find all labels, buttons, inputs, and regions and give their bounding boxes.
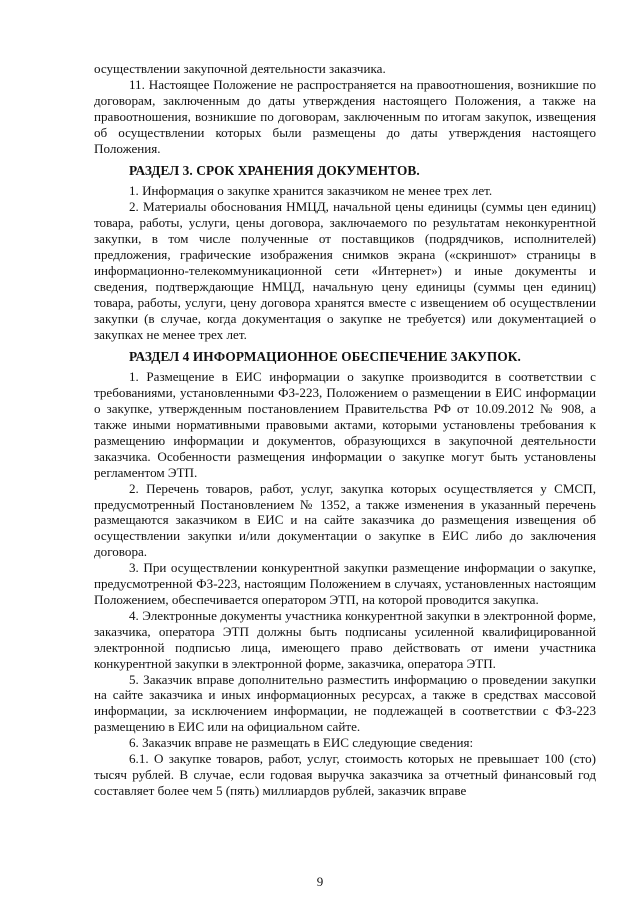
section-4-item-3: 3. При осуществлении конкурентной закупки размещение информации о закупке, предусмотренной ФЗ-223, настоящим Положением в случаях, установленных настоящим Положением, обеспечивается оператором ЭТП, на которой проводится закупка. <box>94 560 596 607</box>
section-3-item-2: 2. Материалы обоснования НМЦД, начальной цены единицы (суммы цен единиц) товара, работы, услуги, цены договора, заключаемого по результатам неконкурентной закупки, в том числе полученные от поставщиков (подрядчиков, исполнителей) предложения, графические изображения снимков экрана («скриншот» страницы в информационно-телекоммуникационной сети «Интернет») и иные документы и сведения, подтверждающие НМЦД, начальную цену единицы (суммы цен единиц) товара, работы, услуги, цену договора хранятся вместе с извещением об осуществлении закупки (в случае, когда документация о закупке не требуется) или документацией о закупках не менее трех лет. <box>94 199 596 342</box>
section-4-item-4: 4. Электронные документы участника конкурентной закупки в электронной форме, заказчика, оператора ЭТП должны быть подписаны усиленной квалифицированной электронной подписью лица, имеющего право действовать от имени участника конкурентной закупки в электронной форме, заказчика, оператора ЭТП. <box>94 607 596 671</box>
paragraph-continuation: осуществлении закупочной деятельности заказчика. <box>94 61 386 76</box>
section-4-item-6: 6. Заказчик вправе не размещать в ЕИС следующие сведения: <box>129 735 474 751</box>
section-4-item-1: 1. Размещение в ЕИС информации о закупке производится в соответствии с требованиями, установленными ФЗ-223, Положением о размещении в ЕИС информации о закупке, утвержденным постановлением Правительства РФ от 10.09.2012 № 908, а также иными нормативными правовыми актами, которыми установлены требования к размещению информации и документов, образующихся в закупочной деятельности заказчика. Особенности размещения информации о закупке могут быть установлены регламентом ЭТП. <box>94 369 596 480</box>
section-4-item-5: 5. Заказчик вправе дополнительно разместить информацию о проведении закупки на сайте заказчика и иных информационных ресурсах, а также в средствах массовой информации, за исключением информации, не подлежащей в соответствии с ФЗ-223 размещению в ЕИС или на официальном сайте. <box>94 671 596 735</box>
section-3-heading: РАЗДЕЛ 3. СРОК ХРАНЕНИЯ ДОКУМЕНТОВ. <box>129 163 420 179</box>
section-3-item-1: 1. Информация о закупке хранится заказчиком не менее трех лет. <box>129 183 493 199</box>
section-4-item-6-1: 6.1. О закупке товаров, работ, услуг, стоимость которых не превышает 100 (сто) тысяч рублей. В случае, если годовая выручка заказчика за отчетный финансовый год составляет более чем 5 (пять) миллиардов рублей, заказчик вправе <box>94 751 596 798</box>
section-4-item-2: 2. Перечень товаров, работ, услуг, закупка которых осуществляется у СМСП, предусмотренный Постановлением № 1352, а также изменения в указанный перечень размещаются заказчиком в ЕИС и на сайте заказчика до размещения извещения об осуществлении закупки и/или документации о закупке в ЕИС либо до заключения договора. <box>94 480 596 560</box>
paragraph-11: 11. Настоящее Положение не распространяется на правоотношения, возникшие по договорам, заключенным до даты утверждения настоящего Положения, а также на правоотношения, возникшие по договорам, заключенным по итогам закупок, извещения об осуществлении которых были размещены до даты утверждения настоящего Положения. <box>94 76 596 156</box>
section-4-heading: РАЗДЕЛ 4 ИНФОРМАЦИОННОЕ ОБЕСПЕЧЕНИЕ ЗАКУПОК. <box>129 349 521 365</box>
page-number: 9 <box>316 874 324 889</box>
document-page <box>94 61 596 799</box>
